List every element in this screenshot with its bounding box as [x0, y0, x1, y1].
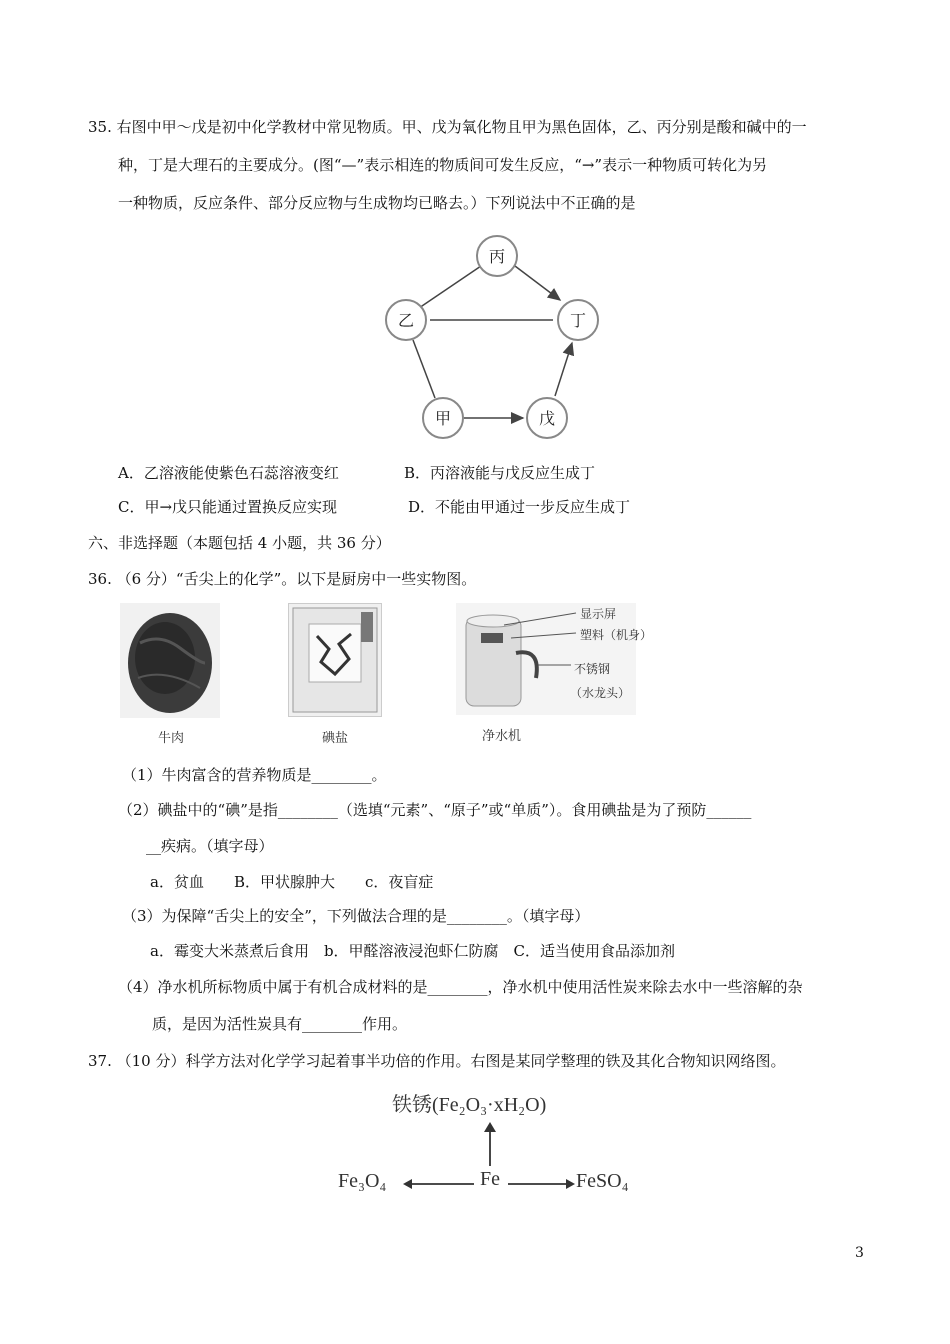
iron-network-diagram — [330, 1080, 650, 1210]
q36-title: 36. （6 分）“舌尖上的化学”。以下是厨房中一些实物图。 — [88, 570, 477, 588]
arrow-left — [402, 1176, 476, 1192]
edge-yi-bing — [419, 266, 481, 308]
node-fe3o4: Fe₃O₄ — [338, 1170, 387, 1192]
q35-option-c: C．甲→戊只能通过置换反应实现 — [118, 498, 338, 516]
svg-text:乙: 乙 — [397, 311, 415, 330]
edge-bing-ding — [515, 266, 560, 300]
purifier-label-faucet: （水龙头） — [570, 686, 631, 700]
section-heading: 六、非选择题（本题包括 4 小题，共 36 分） — [88, 534, 391, 552]
q36-part3-options: a．霉变大米蒸煮后食用 b．甲醛溶液浸泡虾仁防腐 C．适当使用食品添加剂 — [150, 942, 676, 960]
q36-part2-options: a．贫血 B．甲状腺肿大 c．夜盲症 — [150, 873, 434, 891]
q35-text-line2: 种，丁是大理石的主要成分。(图“—”表示相连的物质间可发生反应，“→”表示一种物质可转化为另 — [118, 156, 768, 174]
svg-text:甲: 甲 — [434, 409, 452, 428]
salt-caption: 碘盐 — [322, 731, 349, 746]
node-bing — [477, 236, 517, 276]
q36-part1: （1）牛肉富含的营养物质是________。 — [122, 766, 387, 784]
purifier-label-screen: 显示屏 — [580, 607, 617, 621]
svg-text:戊: 戊 — [538, 409, 556, 428]
node-yi — [386, 300, 426, 340]
beef-image — [120, 603, 220, 718]
purifier-caption: 净水机 — [482, 729, 522, 744]
node-jia — [423, 398, 463, 438]
q36-part2-line1: （2）碘盐中的“碘”是指________（选填“元素”、“原子”或“单质”）。食用碘盐是为了预防______ — [118, 801, 752, 819]
node-rust: 铁锈(Fe₂O₃·xH₂O) — [392, 1094, 547, 1116]
q36-part4-line2: 质，是因为活性炭具有________作用。 — [152, 1015, 408, 1033]
q35-relation-diagram — [375, 228, 605, 450]
q37-title: 37. （10 分）科学方法对化学学习起着事半功倍的作用。右图是某同学整理的铁及其化合物知识网络图。 — [88, 1052, 786, 1070]
q35-text-line1: 35. 右图中甲～戊是初中化学教材中常见物质。甲、戊为氧化物且甲为黑色固体，乙、丙分别是酸和碱中的一 — [88, 118, 807, 136]
beef-caption: 牛肉 — [158, 731, 185, 746]
q35-text-line3: 一种物质，反应条件、部分反应物与生成物均已略去。）下列说法中不正确的是 — [118, 194, 636, 212]
node-feso4: FeSO₄ — [576, 1170, 629, 1192]
svg-text:丙: 丙 — [488, 247, 506, 266]
node-wu — [527, 398, 567, 438]
q36-part4-line1: （4）净水机所标物质中属于有机合成材料的是________，净水机中使用活性炭来除去水中一些溶解的杂 — [118, 978, 803, 996]
q35-option-b: B．丙溶液能与戊反应生成丁 — [404, 464, 596, 482]
node-ding — [558, 300, 598, 340]
q35-option-a: A．乙溶液能使紫色石蕊溶液变红 — [118, 464, 339, 482]
q35-option-d: D．不能由甲通过一步反应生成丁 — [408, 498, 631, 516]
page-number: 3 — [855, 1245, 864, 1261]
node-fe: Fe — [480, 1168, 500, 1190]
purifier-label-steel: 不锈钢 — [574, 662, 611, 676]
arrow-up — [480, 1120, 500, 1168]
q36-part3: （3）为保障“舌尖上的安全”，下列做法合理的是________。（填字母） — [122, 907, 590, 925]
edge-yi-jia — [413, 340, 435, 398]
q36-part2-line2: __疾病。（填字母） — [146, 837, 274, 855]
edge-wu-ding — [555, 343, 572, 396]
arrow-right — [506, 1176, 576, 1192]
iodized-salt-image — [288, 603, 382, 717]
svg-text:丁: 丁 — [569, 311, 587, 330]
purifier-label-plastic: 塑料（机身） — [580, 628, 653, 642]
